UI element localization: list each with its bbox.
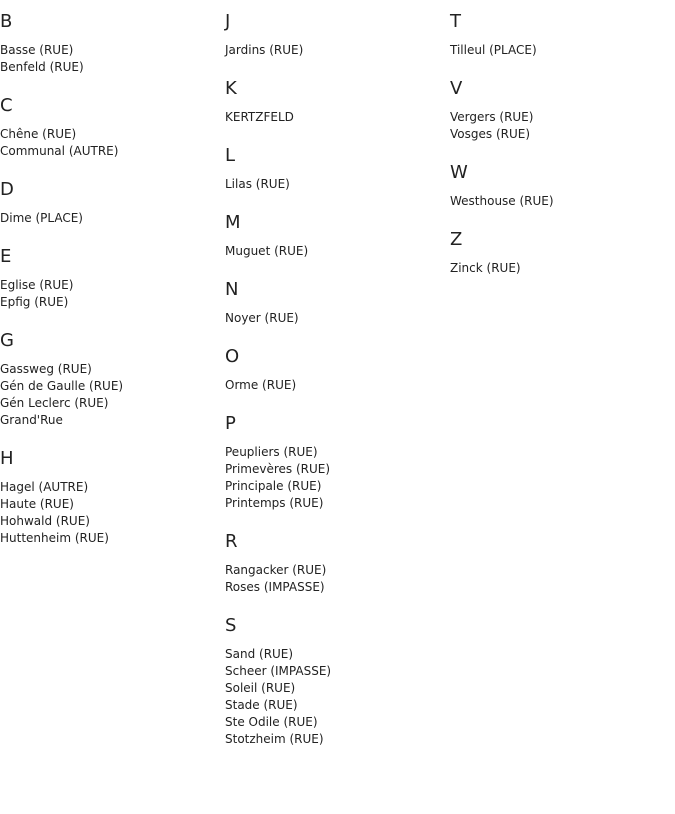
street-link[interactable]: Soleil (RUE) bbox=[225, 681, 296, 695]
letter-heading: B bbox=[0, 11, 13, 32]
letter-heading: K bbox=[225, 78, 237, 99]
street-link[interactable]: Muguet (RUE) bbox=[225, 244, 309, 258]
street-link[interactable]: Stotzheim (RUE) bbox=[225, 732, 324, 746]
letter-group-h bbox=[0, 447, 220, 547]
letter-group-d bbox=[0, 178, 220, 227]
street-link[interactable]: Orme (RUE) bbox=[225, 378, 297, 392]
street-list bbox=[225, 176, 445, 193]
street-list bbox=[450, 42, 670, 59]
street-link[interactable]: Communal (AUTRE) bbox=[0, 144, 119, 158]
street-link[interactable]: Vergers (RUE) bbox=[450, 110, 534, 124]
letter-group-e bbox=[0, 245, 220, 311]
letter-group-n bbox=[225, 278, 445, 327]
street-list bbox=[225, 243, 445, 260]
street-link[interactable]: Jardins (RUE) bbox=[225, 43, 304, 57]
street-column-3 bbox=[450, 10, 670, 295]
street-list bbox=[450, 260, 670, 277]
street-list bbox=[0, 361, 220, 429]
street-link[interactable]: Stade (RUE) bbox=[225, 698, 298, 712]
street-list bbox=[0, 126, 220, 160]
street-link[interactable]: Grand'Rue bbox=[0, 413, 63, 427]
street-link[interactable]: Basse (RUE) bbox=[0, 43, 74, 57]
letter-heading: C bbox=[0, 95, 13, 116]
street-link[interactable]: Zinck (RUE) bbox=[450, 261, 521, 275]
street-link[interactable]: Ste Odile (RUE) bbox=[225, 715, 318, 729]
letter-group-t bbox=[450, 10, 670, 59]
street-list bbox=[225, 310, 445, 327]
letter-group-j bbox=[225, 10, 445, 59]
street-list bbox=[0, 479, 220, 547]
street-list bbox=[0, 277, 220, 311]
letter-heading: E bbox=[0, 246, 12, 267]
street-column-2 bbox=[225, 10, 445, 766]
street-link[interactable]: Tilleul (PLACE) bbox=[450, 43, 537, 57]
street-link[interactable]: Principale (RUE) bbox=[225, 479, 322, 493]
street-link[interactable]: Chêne (RUE) bbox=[0, 127, 77, 141]
street-link[interactable]: Eglise (RUE) bbox=[0, 278, 74, 292]
street-link[interactable]: Noyer (RUE) bbox=[225, 311, 299, 325]
letter-heading: W bbox=[450, 162, 468, 183]
street-link[interactable]: Peupliers (RUE) bbox=[225, 445, 318, 459]
street-list bbox=[225, 562, 445, 596]
street-link[interactable]: Benfeld (RUE) bbox=[0, 60, 84, 74]
letter-group-z bbox=[450, 228, 670, 277]
street-link[interactable]: Rangacker (RUE) bbox=[225, 563, 327, 577]
street-link[interactable]: Huttenheim (RUE) bbox=[0, 531, 109, 545]
letter-heading: T bbox=[450, 11, 461, 32]
letter-group-g bbox=[0, 329, 220, 429]
letter-heading: G bbox=[0, 330, 14, 351]
street-list bbox=[225, 377, 445, 394]
letter-group-o bbox=[225, 345, 445, 394]
street-link[interactable]: Westhouse (RUE) bbox=[450, 194, 554, 208]
street-link[interactable]: Vosges (RUE) bbox=[450, 127, 531, 141]
street-link[interactable]: Gassweg (RUE) bbox=[0, 362, 92, 376]
letter-group-w bbox=[450, 161, 670, 210]
letter-heading: L bbox=[225, 145, 236, 166]
street-link[interactable]: Printemps (RUE) bbox=[225, 496, 324, 510]
letter-heading: O bbox=[225, 346, 240, 367]
letter-heading: D bbox=[0, 179, 14, 200]
letter-group-r bbox=[225, 530, 445, 596]
letter-heading: P bbox=[225, 413, 236, 434]
street-link[interactable]: Sand (RUE) bbox=[225, 647, 294, 661]
street-list bbox=[0, 42, 220, 76]
letter-group-m bbox=[225, 211, 445, 260]
street-list bbox=[225, 109, 445, 126]
street-link[interactable]: Roses (IMPASSE) bbox=[225, 580, 325, 594]
street-link[interactable]: Hohwald (RUE) bbox=[0, 514, 90, 528]
street-list bbox=[0, 210, 220, 227]
street-link[interactable]: Gén de Gaulle (RUE) bbox=[0, 379, 124, 393]
letter-group-p bbox=[225, 412, 445, 512]
street-link[interactable]: Haute (RUE) bbox=[0, 497, 74, 511]
letter-heading: S bbox=[225, 615, 237, 636]
letter-group-v bbox=[450, 77, 670, 143]
street-link[interactable]: KERTZFELD bbox=[225, 110, 294, 124]
street-list bbox=[450, 193, 670, 210]
street-list bbox=[225, 444, 445, 512]
letter-heading: N bbox=[225, 279, 239, 300]
letter-heading: V bbox=[450, 78, 463, 99]
letter-heading: H bbox=[0, 448, 14, 469]
street-link[interactable]: Hagel (AUTRE) bbox=[0, 480, 89, 494]
letter-heading: R bbox=[225, 531, 238, 552]
street-link[interactable]: Primevères (RUE) bbox=[225, 462, 331, 476]
street-list bbox=[225, 42, 445, 59]
street-column-1 bbox=[0, 10, 220, 565]
letter-group-l bbox=[225, 144, 445, 193]
street-list bbox=[450, 109, 670, 143]
letter-group-b bbox=[0, 10, 220, 76]
letter-group-s bbox=[225, 614, 445, 748]
street-link[interactable]: Epfig (RUE) bbox=[0, 295, 69, 309]
letter-group-k bbox=[225, 77, 445, 126]
letter-heading: Z bbox=[450, 229, 463, 250]
street-link[interactable]: Lilas (RUE) bbox=[225, 177, 290, 191]
street-list bbox=[225, 646, 445, 748]
letter-group-c bbox=[0, 94, 220, 160]
letter-heading: M bbox=[225, 212, 241, 233]
street-link[interactable]: Gén Leclerc (RUE) bbox=[0, 396, 109, 410]
street-link[interactable]: Dime (PLACE) bbox=[0, 211, 83, 225]
street-link[interactable]: Scheer (IMPASSE) bbox=[225, 664, 332, 678]
letter-heading: J bbox=[225, 11, 231, 32]
